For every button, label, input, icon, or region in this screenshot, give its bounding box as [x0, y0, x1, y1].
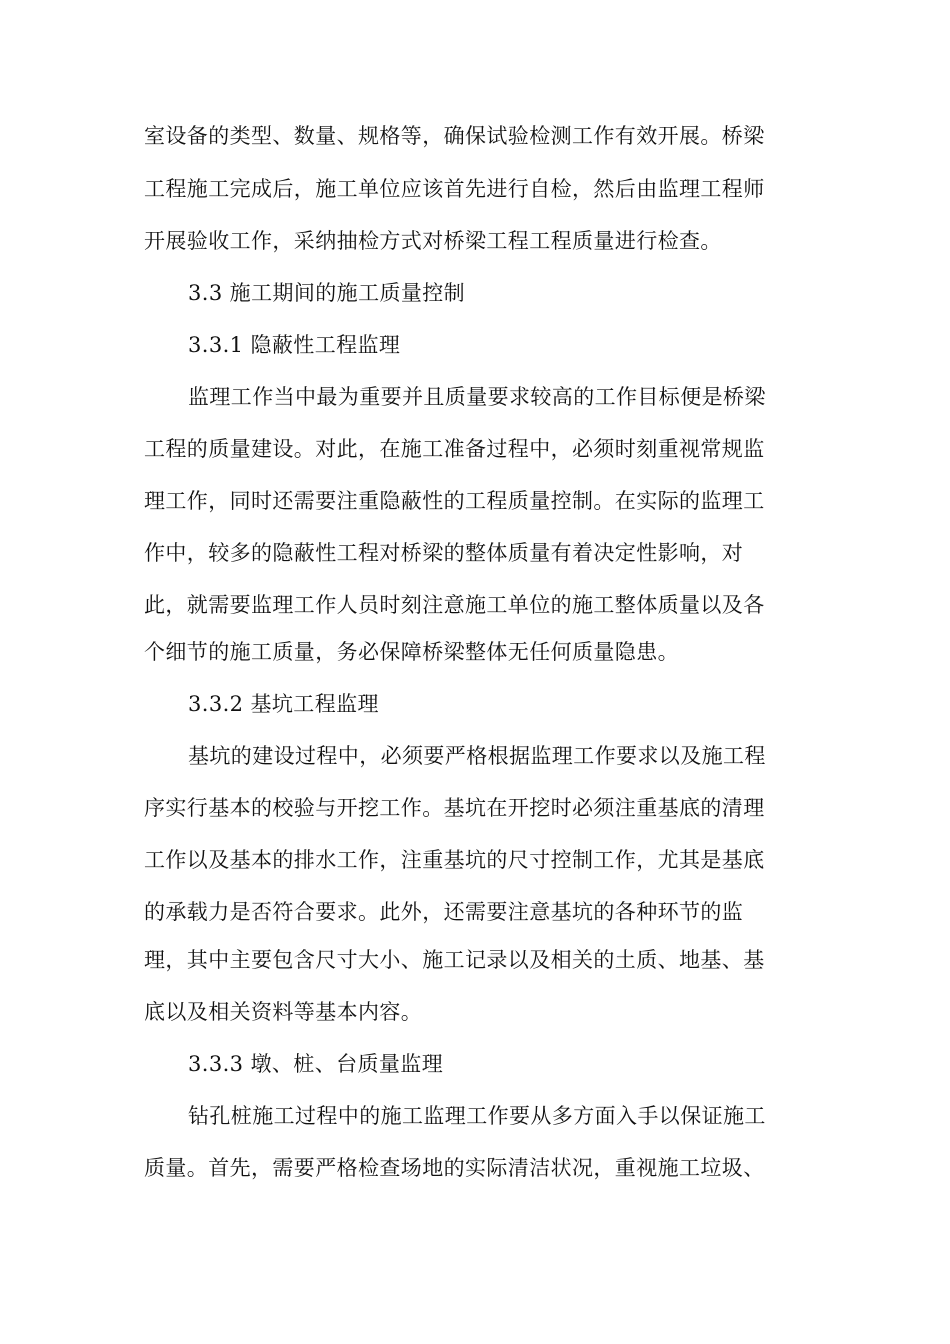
text-line: 钻孔桩施工过程中的施工监理工作要从多方面入手以保证施工	[188, 1104, 766, 1128]
text-line: 作中，较多的隐蔽性工程对桥梁的整体质量有着决定性影响，对	[144, 541, 744, 565]
text-line: 序实行基本的校验与开挖工作。基坑在开挖时必须注重基底的清理	[144, 796, 765, 820]
text-line: 理，其中主要包含尺寸大小、施工记录以及相关的土质、地基、基	[144, 948, 765, 972]
text-line: 质量。首先，需要严格检查场地的实际清洁状况，重视施工垃圾、	[144, 1156, 765, 1180]
text-line: 底以及相关资料等基本内容。	[144, 1000, 423, 1024]
subsection-heading: 3.3.3 墩、桩、台质量监理	[188, 1052, 444, 1076]
text-line: 理工作，同时还需要注重隐蔽性的工程质量控制。在实际的监理工	[144, 489, 765, 513]
text-line: 室设备的类型、数量、规格等，确保试验检测工作有效开展。桥梁	[144, 124, 765, 148]
text-line: 个细节的施工质量，务必保障桥梁整体无任何质量隐患。	[144, 640, 679, 664]
text-line: 基坑的建设过程中，必须要严格根据监理工作要求以及施工程	[188, 744, 766, 768]
text-line: 此，就需要监理工作人员时刻注意施工单位的施工整体质量以及各	[144, 593, 765, 617]
text-line: 的承载力是否符合要求。此外，还需要注意基坑的各种环节的监	[144, 900, 744, 924]
section-heading: 3.3 施工期间的施工质量控制	[188, 281, 466, 305]
text-line: 工作以及基本的排水工作，注重基坑的尺寸控制工作，尤其是基底	[144, 848, 765, 872]
text-line: 开展验收工作，采纳抽检方式对桥梁工程工程质量进行检查。	[144, 229, 722, 253]
text-line: 工程的质量建设。对此，在施工准备过程中，必须时刻重视常规监	[144, 437, 765, 461]
text-line: 工程施工完成后，施工单位应该首先进行自检，然后由监理工程师	[144, 177, 765, 201]
text-line: 监理工作当中最为重要并且质量要求较高的工作目标便是桥梁	[188, 385, 766, 409]
subsection-heading: 3.3.1 隐蔽性工程监理	[188, 333, 401, 357]
subsection-heading: 3.3.2 基坑工程监理	[188, 692, 379, 716]
